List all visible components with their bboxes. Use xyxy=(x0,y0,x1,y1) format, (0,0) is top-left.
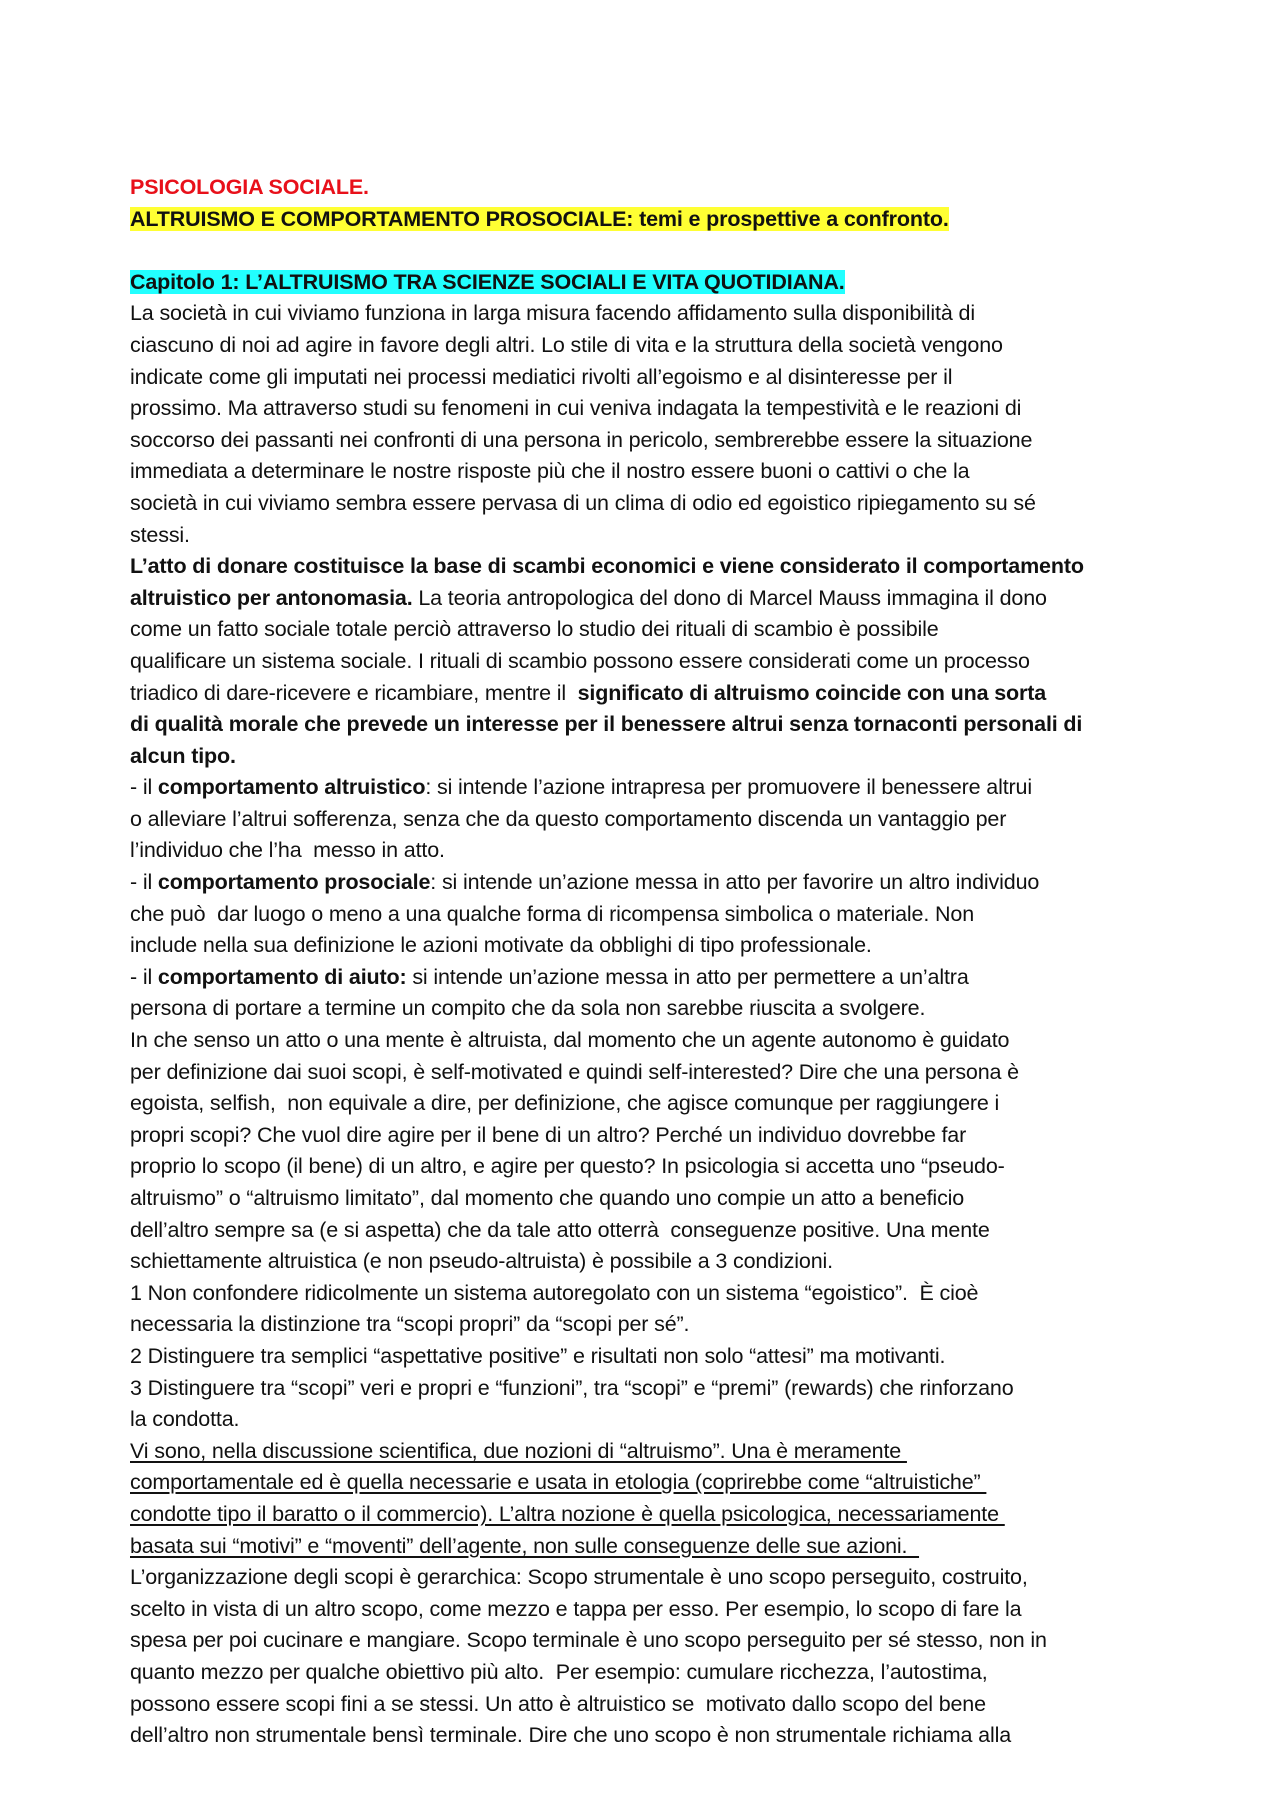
definition-line xyxy=(130,962,1170,994)
paragraph-line xyxy=(130,741,1170,773)
paragraph-line: dell’altro non strumentale bensì terminale. Dire che uno scopo è non strumentale richiama alla xyxy=(130,1723,1012,1748)
list-dash: - il xyxy=(130,775,158,800)
paragraph-line: In che senso un atto o una mente è altruista, dal momento che un agente autonomo è guidato xyxy=(130,1028,1010,1053)
bold-text: di qualità morale che prevede un interesse per il benessere altrui senza tornaconti personali di xyxy=(130,712,1083,737)
paragraph-line: immediata a determinare le nostre risposte più che il nostro essere buoni o cattivi o che la xyxy=(130,459,970,484)
paragraph-line: soccorso dei passanti nei confronti di una persona in pericolo, sembrerebbe essere la situazione xyxy=(130,427,1033,452)
paragraph-line: include nella sua definizione le azioni motivate da obblighi di tipo professionale. xyxy=(130,933,872,958)
paragraph-line: qualificare un sistema sociale. I rituali di scambio possono essere considerati come un processo xyxy=(130,648,1030,673)
doc-subtitle-line xyxy=(130,204,1170,236)
blank-line xyxy=(130,235,1170,267)
text-run: si intende un’azione messa in atto per permettere a un’altra xyxy=(406,964,969,989)
list-dash: - il xyxy=(130,870,158,895)
paragraph-line xyxy=(130,551,1170,583)
paragraph-line: come un fatto sociale totale perciò attraverso lo studio dei rituali di scambio è possibile xyxy=(130,617,939,642)
definition-line xyxy=(130,772,1170,804)
paragraph-line: prossimo. Ma attraverso studi su fenomeni in cui veniva indagata la tempestività e le reazioni di xyxy=(130,396,1022,421)
paragraph-line: scelto in vista di un altro scopo, come mezzo e tappa per esso. Per esempio, lo scopo di fare la xyxy=(130,1596,1022,1621)
paragraph-line: La società in cui viviamo funziona in larga misura facendo affidamento sulla disponibilità di xyxy=(130,301,975,326)
paragraph-line: società in cui viviamo sembra essere pervasa di un clima di odio ed egoistico ripiegamento su sé xyxy=(130,490,1036,515)
paragraph-line: l’individuo che l’ha messo in atto. xyxy=(130,838,445,863)
underlined-line xyxy=(130,1499,1170,1531)
paragraph-line: proprio lo scopo (il bene) di un altro, e agire per questo? In psicologia si accetta uno “pseudo- xyxy=(130,1154,1005,1179)
paragraph-line: egoista, selfish, non equivale a dire, per definizione, che agisce comunque per raggiungere i xyxy=(130,1091,1000,1116)
paragraph-line xyxy=(130,678,1170,710)
paragraph-line: spesa per poi cucinare e mangiare. Scopo terminale è uno scopo perseguito per sé stesso, non in xyxy=(130,1628,1047,1653)
underlined-text: comportamentale ed è quella necessarie e usata in etologia (coprirebbe come “altruistiche” xyxy=(130,1470,987,1495)
paragraph-line: quanto mezzo per qualche obiettivo più alto. Per esempio: cumulare ricchezza, l’autostima, xyxy=(130,1659,988,1684)
underlined-text: basata sui “motivi” e “moventi” dell’agente, non sulle conseguenze delle sue azioni. xyxy=(130,1533,920,1558)
bold-text: significato di altruismo coincide con una sorta xyxy=(577,680,1047,705)
paragraph-line: persona di portare a termine un compito che da sola non sarebbe riuscita a svolgere. xyxy=(130,996,926,1021)
paragraph-line: schiettamente altruistica (e non pseudo-altruista) è possibile a 3 condizioni. xyxy=(130,1249,833,1274)
bold-text: alcun tipo. xyxy=(130,743,236,768)
paragraph-line: che può dar luogo o meno a una qualche forma di ricompensa simbolica o materiale. Non xyxy=(130,901,975,926)
paragraph-line: stessi. xyxy=(130,522,190,547)
paragraph-line: L’organizzazione degli scopi è gerarchica: Scopo strumentale è uno scopo perseguito, costruito, xyxy=(130,1565,1028,1590)
bold-text: L’atto di donare costituisce la base di scambi economici e viene considerato il comportamento xyxy=(130,554,1084,579)
text-run: : si intende un’azione messa in atto per favorire un altro individuo xyxy=(430,870,1040,895)
paragraph-line: possono essere scopi fini a se stessi. Un atto è altruistico se motivato dallo scopo del bene xyxy=(130,1691,986,1716)
underlined-line xyxy=(130,1531,1170,1563)
bold-text: altruistico per antonomasia. xyxy=(130,585,413,610)
underlined-text: Vi sono, nella discussione scientifica, due nozioni di “altruismo”. Una è meramente xyxy=(130,1438,907,1463)
paragraph-line: 2 Distinguere tra semplici “aspettative positive” e risultati non solo “attesi” ma motivanti. xyxy=(130,1343,946,1368)
paragraph-line: 1 Non confondere ridicolmente un sistema autoregolato con un sistema “egoistico”. È cioè xyxy=(130,1280,979,1305)
doc-subtitle: ALTRUISMO E COMPORTAMENTO PROSOCIALE: temi e prospettive a confronto. xyxy=(130,206,949,231)
paragraph-line: indicate come gli imputati nei processi mediatici rivolti all’egoismo e al disinteresse per il xyxy=(130,364,953,389)
text-run: : si intende l’azione intrapresa per promuovere il benessere altrui xyxy=(425,775,1032,800)
doc-title-line xyxy=(130,172,1170,204)
text-run: La teoria antropologica del dono di Marcel Mauss immagina il dono xyxy=(412,585,1047,610)
paragraph-line: per definizione dai suoi scopi, è self-motivated e quindi self-interested? Dire che una persona è xyxy=(130,1059,1019,1084)
paragraph-line: altruismo” o “altruismo limitato”, dal momento che quando uno compie un atto a beneficio xyxy=(130,1186,965,1210)
underlined-line xyxy=(130,1467,1170,1499)
definition-term: comportamento di aiuto: xyxy=(157,964,407,989)
paragraph-line: propri scopi? Che vuol dire agire per il bene di un altro? Perché un individuo dovrebbe far xyxy=(130,1122,967,1147)
text-run: triadico di dare-ricevere e ricambiare, mentre il xyxy=(130,680,578,705)
document-page xyxy=(130,172,1170,1752)
chapter-heading: Capitolo 1: L’ALTRUISMO TRA SCIENZE SOCIALI E VITA QUOTIDIANA. xyxy=(130,269,845,294)
underlined-text: condotte tipo il baratto o il commercio). L’altra nozione è quella psicologica, necessariamente xyxy=(130,1501,1005,1526)
doc-title: PSICOLOGIA SOCIALE. xyxy=(130,175,369,199)
chapter-heading-line xyxy=(130,267,1170,299)
paragraph-line: ciascuno di noi ad agire in favore degli altri. Lo stile di vita e la struttura della società vengono xyxy=(130,332,1003,357)
paragraph-line: necessaria la distinzione tra “scopi propri” da “scopi per sé”. xyxy=(130,1312,690,1337)
definition-line xyxy=(130,867,1170,899)
paragraph-line: o alleviare l’altrui sofferenza, senza che da questo comportamento discenda un vantaggio per xyxy=(130,806,1007,831)
list-dash: - il xyxy=(130,964,158,989)
paragraph-line: dell’altro sempre sa (e si aspetta) che da tale atto otterrà conseguenze positive. Una mente xyxy=(130,1217,990,1242)
paragraph-line xyxy=(130,583,1170,615)
definition-term: comportamento altruistico xyxy=(157,775,426,800)
underlined-line xyxy=(130,1436,1170,1468)
definition-term: comportamento prosociale xyxy=(157,870,431,895)
paragraph-line: 3 Distinguere tra “scopi” veri e propri e “funzioni”, tra “scopi” e “premi” (rewards) che rinforzano xyxy=(130,1375,1014,1400)
paragraph-line: la condotta. xyxy=(130,1407,240,1432)
paragraph-line xyxy=(130,709,1170,741)
